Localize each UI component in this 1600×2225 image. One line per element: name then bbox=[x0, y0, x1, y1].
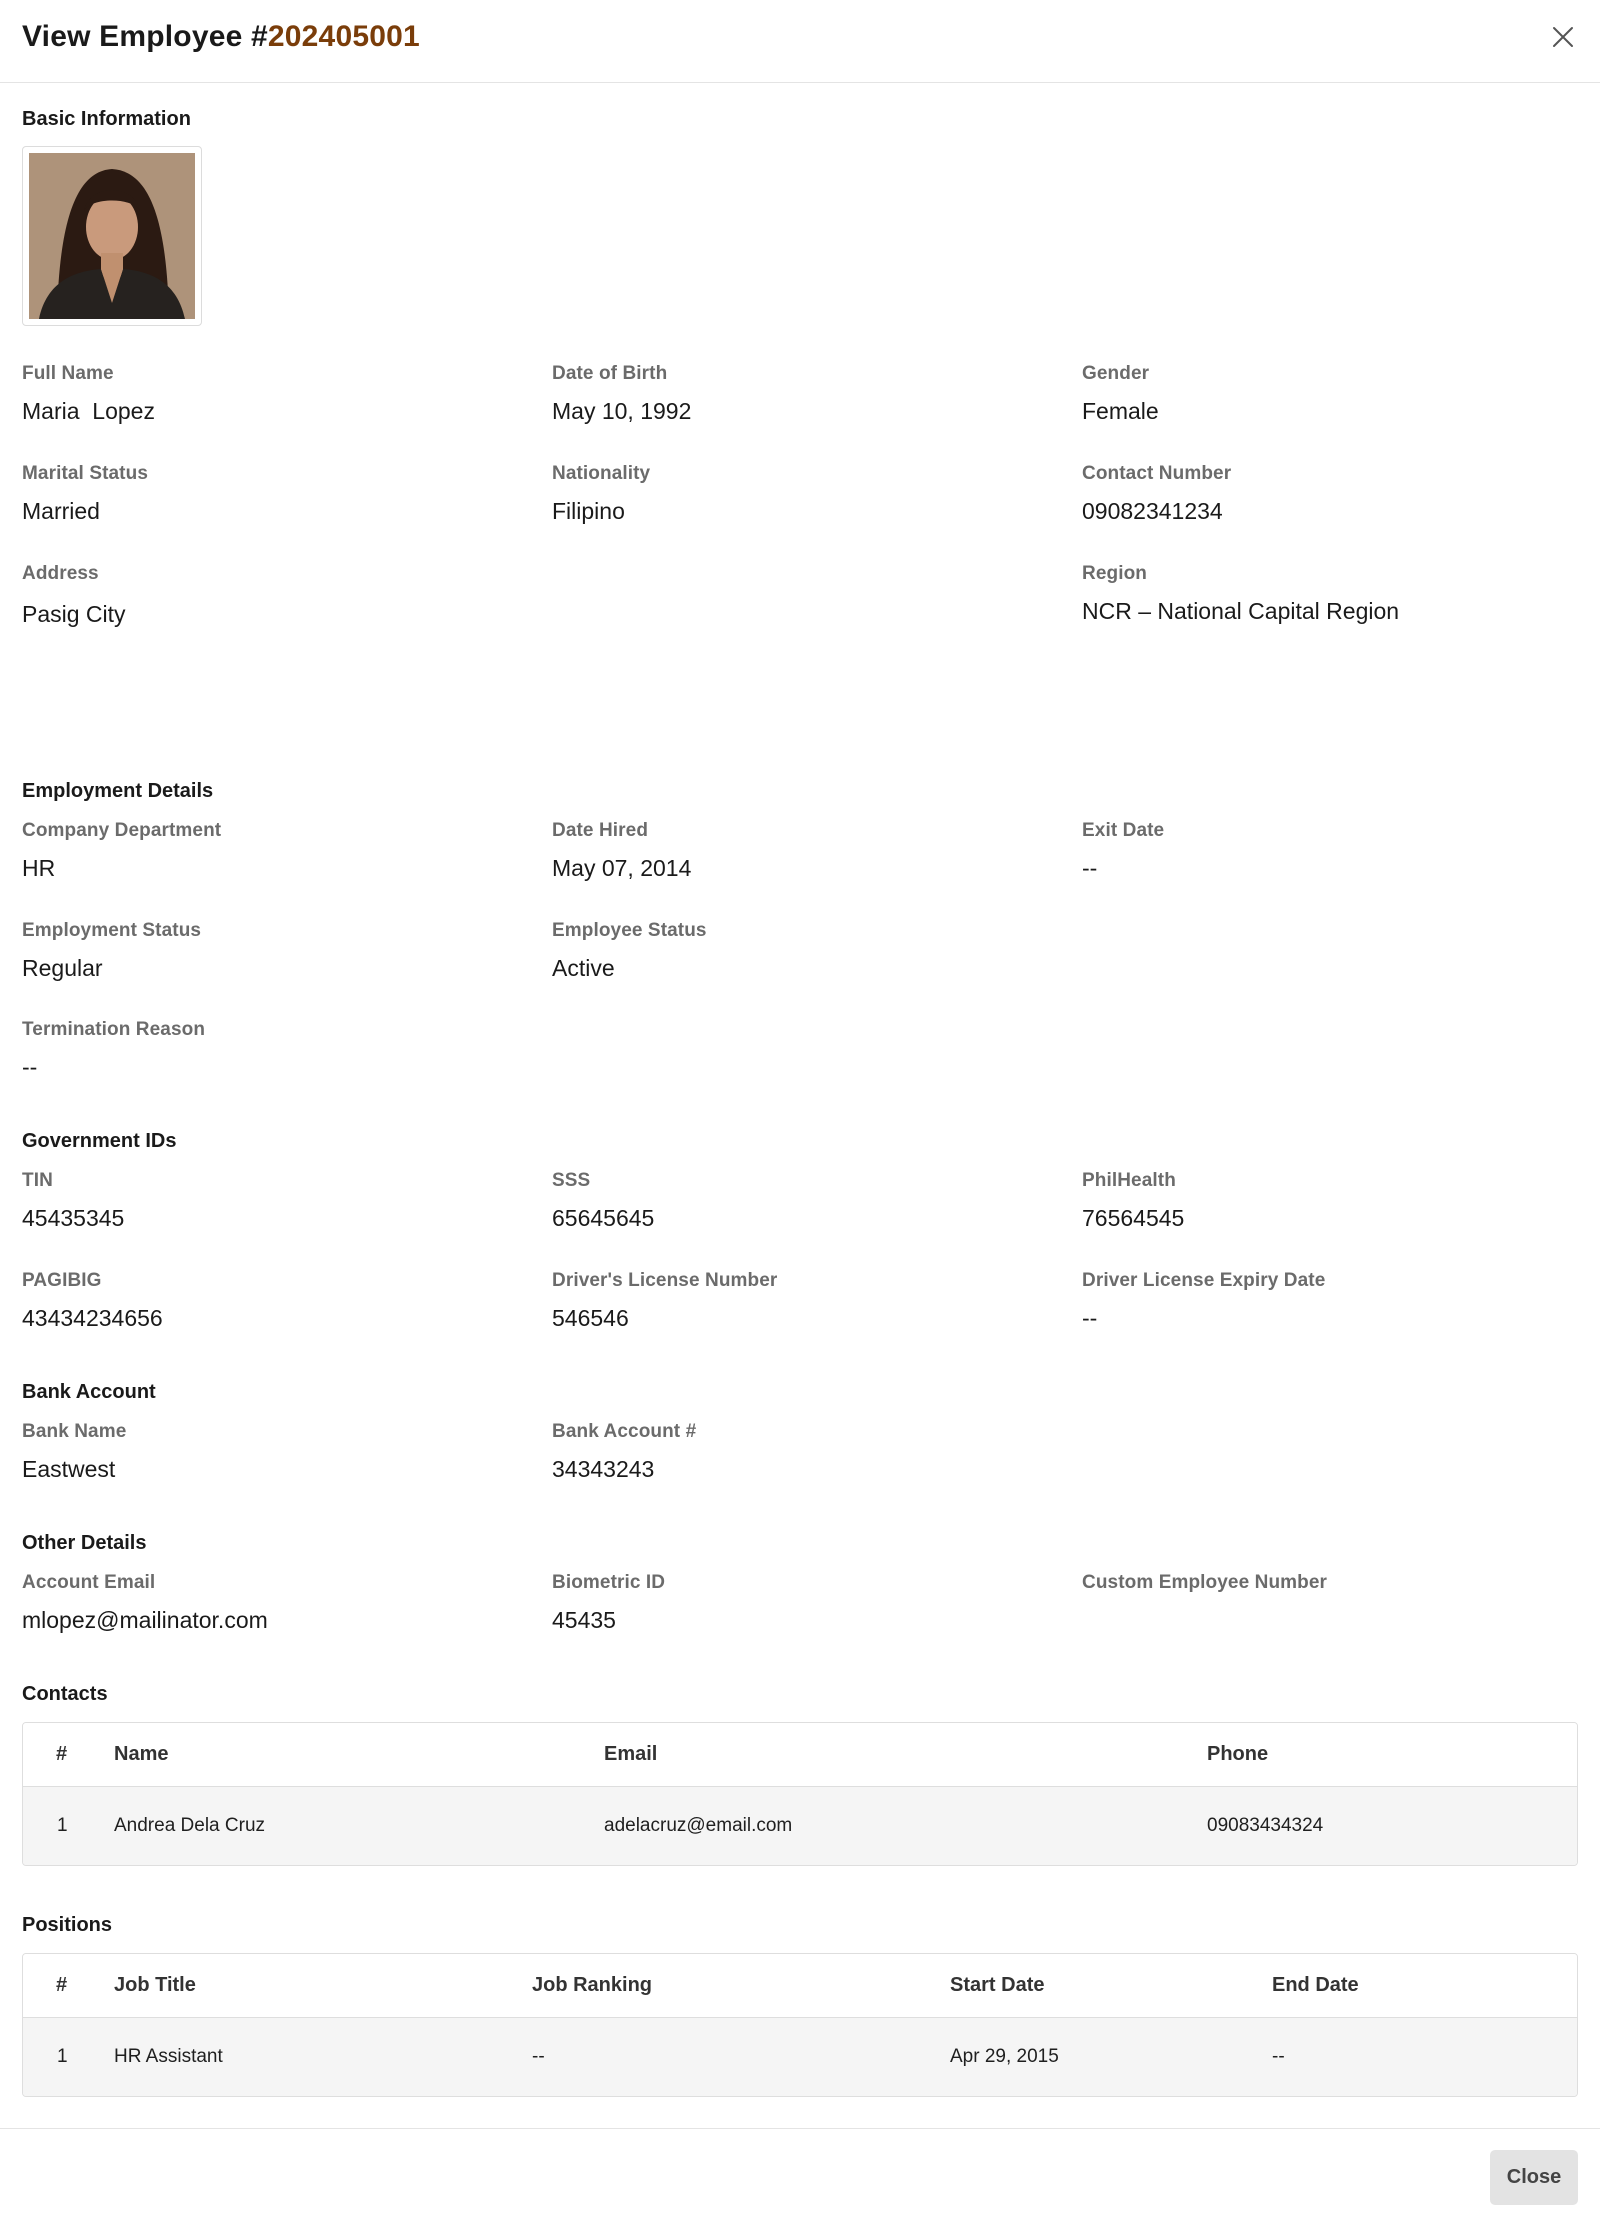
contacts-row-name: Andrea Dela Cruz bbox=[114, 1815, 266, 1836]
section-employment-details: Employment Details bbox=[22, 780, 214, 802]
field-philhealth bbox=[1082, 1170, 1184, 1232]
philhealth-value: 76564545 bbox=[1082, 1205, 1185, 1231]
drivers-license-value: 546546 bbox=[552, 1305, 629, 1331]
field-bank-account-number bbox=[552, 1421, 696, 1483]
section-bank-account: Bank Account bbox=[22, 1381, 156, 1403]
account-email-label: Account Email bbox=[22, 1572, 156, 1593]
field-biometric-id bbox=[552, 1572, 665, 1634]
close-button[interactable]: Close bbox=[1490, 2150, 1578, 2205]
sss-value: 65645645 bbox=[552, 1205, 655, 1231]
modal-header bbox=[0, 0, 1600, 83]
driver-license-expiry-label: Driver License Expiry Date bbox=[1082, 1270, 1326, 1291]
contacts-row-phone: 09083434324 bbox=[1207, 1815, 1324, 1836]
marital-status-value: Married bbox=[22, 498, 100, 524]
field-employment-status bbox=[22, 920, 201, 982]
employee-id: 202405001 bbox=[267, 20, 420, 53]
positions-header-job-title: Job Title bbox=[114, 1974, 196, 1996]
gender-value: Female bbox=[1082, 398, 1159, 424]
bank-name-label: Bank Name bbox=[22, 1421, 127, 1442]
nationality-value: Filipino bbox=[552, 498, 625, 524]
field-date-hired bbox=[552, 820, 691, 882]
exit-date-label: Exit Date bbox=[1082, 820, 1165, 841]
section-basic-information: Basic Information bbox=[22, 108, 191, 130]
field-address bbox=[22, 563, 126, 628]
positions-header-end-date: End Date bbox=[1272, 1974, 1359, 1996]
positions-header-job-ranking: Job Ranking bbox=[532, 1974, 653, 1996]
section-contacts: Contacts bbox=[22, 1683, 108, 1705]
field-account-email bbox=[22, 1572, 268, 1634]
field-driver-license-expiry bbox=[1082, 1270, 1325, 1332]
field-date-of-birth bbox=[552, 363, 691, 425]
contact-number-label: Contact Number bbox=[1082, 463, 1232, 484]
positions-row-end-date: -- bbox=[1272, 2046, 1285, 2067]
date-of-birth-label: Date of Birth bbox=[552, 363, 668, 384]
sss-label: SSS bbox=[552, 1170, 591, 1191]
employment-status-label: Employment Status bbox=[22, 920, 202, 941]
tin-label: TIN bbox=[22, 1170, 53, 1191]
biometric-id-label: Biometric ID bbox=[552, 1572, 666, 1593]
field-drivers-license bbox=[552, 1270, 777, 1332]
address-value: Pasig City bbox=[22, 601, 126, 627]
employee-status-label: Employee Status bbox=[552, 920, 707, 941]
contacts-header-num: # bbox=[56, 1743, 68, 1765]
full-name-value: Maria Lopez bbox=[22, 398, 155, 424]
field-nationality bbox=[552, 463, 650, 525]
contacts-row-email: adelacruz@email.com bbox=[604, 1815, 793, 1836]
address-label: Address bbox=[22, 563, 99, 584]
positions-row-job-ranking: -- bbox=[532, 2046, 545, 2067]
bank-name-value: Eastwest bbox=[22, 1456, 116, 1482]
bank-account-number-value: 34343243 bbox=[552, 1456, 655, 1482]
exit-date-value: -- bbox=[1082, 855, 1098, 881]
field-gender bbox=[1082, 363, 1159, 425]
field-company-department bbox=[22, 820, 221, 882]
field-region bbox=[1082, 563, 1399, 625]
field-exit-date bbox=[1082, 820, 1164, 882]
driver-license-expiry-value: -- bbox=[1082, 1305, 1098, 1331]
employment-status-value: Regular bbox=[22, 955, 103, 981]
contacts-header-name: Name bbox=[114, 1743, 169, 1765]
field-bank-name bbox=[22, 1421, 126, 1483]
section-positions: Positions bbox=[22, 1914, 113, 1936]
company-department-label: Company Department bbox=[22, 820, 222, 841]
positions-table bbox=[22, 1953, 1578, 2097]
pagibig-label: PAGIBIG bbox=[22, 1270, 102, 1291]
custom-employee-number-label: Custom Employee Number bbox=[1082, 1572, 1328, 1593]
region-label: Region bbox=[1082, 563, 1147, 584]
field-pagibig bbox=[22, 1270, 163, 1332]
philhealth-label: PhilHealth bbox=[1082, 1170, 1176, 1191]
termination-reason-value: -- bbox=[22, 1054, 38, 1080]
table-row bbox=[23, 1787, 1577, 1865]
date-hired-value: May 07, 2014 bbox=[552, 855, 692, 881]
positions-table-header bbox=[23, 1954, 1577, 2018]
tin-value: 45435345 bbox=[22, 1205, 125, 1231]
nationality-label: Nationality bbox=[552, 463, 651, 484]
drivers-license-label: Driver's License Number bbox=[552, 1270, 778, 1291]
field-custom-employee-number bbox=[1082, 1572, 1327, 1607]
date-hired-label: Date Hired bbox=[552, 820, 649, 841]
contacts-row-num: 1 bbox=[57, 1815, 68, 1836]
section-government-ids: Government IDs bbox=[22, 1130, 177, 1152]
table-row bbox=[23, 2018, 1577, 2096]
employee-photo bbox=[22, 146, 202, 326]
positions-row-num: 1 bbox=[57, 2046, 68, 2067]
company-department-value: HR bbox=[22, 855, 56, 881]
close-icon[interactable] bbox=[1548, 22, 1578, 52]
gender-label: Gender bbox=[1082, 363, 1150, 384]
date-of-birth-value: May 10, 1992 bbox=[552, 398, 692, 424]
title-prefix: View Employee # bbox=[22, 20, 268, 53]
positions-row-job-title: HR Assistant bbox=[114, 2046, 223, 2067]
full-name-label: Full Name bbox=[22, 363, 114, 384]
contacts-table-header bbox=[23, 1723, 1577, 1787]
contact-number-value: 09082341234 bbox=[1082, 498, 1223, 524]
account-email-value: mlopez@mailinator.com bbox=[22, 1607, 268, 1633]
field-employee-status bbox=[552, 920, 707, 982]
positions-header-start-date: Start Date bbox=[950, 1974, 1045, 1996]
employee-status-value: Active bbox=[552, 955, 615, 981]
bank-account-number-label: Bank Account # bbox=[552, 1421, 697, 1442]
field-sss bbox=[552, 1170, 654, 1232]
contacts-header-phone: Phone bbox=[1207, 1743, 1269, 1765]
positions-row-start-date: Apr 29, 2015 bbox=[950, 2046, 1059, 2067]
field-marital-status bbox=[22, 463, 148, 525]
positions-header-num: # bbox=[56, 1974, 68, 1996]
pagibig-value: 43434234656 bbox=[22, 1305, 163, 1331]
contacts-table bbox=[22, 1722, 1578, 1866]
field-full-name bbox=[22, 363, 155, 425]
biometric-id-value: 45435 bbox=[552, 1607, 616, 1633]
region-value: NCR – National Capital Region bbox=[1082, 598, 1400, 624]
termination-reason-label: Termination Reason bbox=[22, 1019, 206, 1040]
marital-status-label: Marital Status bbox=[22, 463, 148, 484]
field-contact-number bbox=[1082, 463, 1231, 525]
modal-footer bbox=[0, 2128, 1600, 2225]
section-other-details: Other Details bbox=[22, 1532, 147, 1554]
modal-title bbox=[22, 20, 420, 54]
contacts-header-email: Email bbox=[604, 1743, 658, 1765]
field-tin bbox=[22, 1170, 124, 1232]
field-termination-reason bbox=[22, 1019, 205, 1081]
